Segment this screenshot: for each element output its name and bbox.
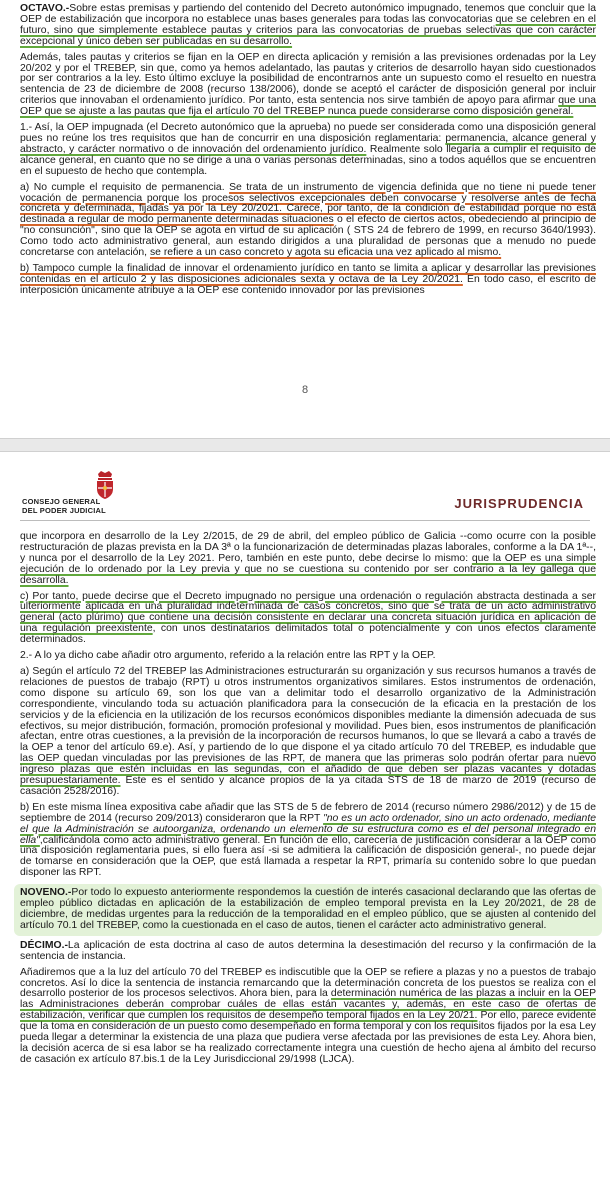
page-8-text xyxy=(20,4,596,302)
paragraph-octavo: OCTAVO.-Sobre estas premisas y partiendo del contenido del Decreto autonómico impugnado, tenemos que concluir que la OEP de estabilización que incorpora no establece unas bases generales para todas las convocatorias que se celebren en el futuro, sino que simplemente establece pautas y criterios para las convocatorias de pruebas selectivas que con carácter excepcional y único deben ser publicadas en su desarrollo. xyxy=(20,3,596,47)
paragraph: 2.- A lo ya dicho cabe añadir otro argumento, referido a la relación entre las RPT y la OEP. xyxy=(20,650,436,662)
org-name-line-1: CONSEJO GENERAL xyxy=(22,497,101,506)
section-title-decimo: DÉCIMO.- xyxy=(20,939,68,951)
paragraph: b) Tampoco cumple la finalidad de innovar el ordenamiento jurídico en tanto se limita a aplicar y desarrollar las previsiones contenidas en el artículo 2 y las disposiciones adicionales sexta y octava de la Ley 20/2021. En todo caso, el escrito de interposición únicamente atribuye a la OEP ese contenido innovador por las previsiones xyxy=(20,262,596,296)
paragraph: b) En este misma línea expositiva cabe añadir que las STS de 5 de febrero de 2014 (recurso número 2986/2012) y de 15 de septiembre de 2014 (recurso 209/2013) consideraron que la RPT "no es un acto ordenador, sino un acto ordenado, mediante el que la Administración se autoorganiza, ordenando un elemento de su estructura como es el del personal integrado en ella",calificándola como acto administrativo general. En función de ello, carecería de justificación considerar a la OEP como una disposición reglamentaria pues, si ello fuera así -si se admitiera la calificación de disposición general-, no puede dejar de tomarse en consideración que la OEP, que está llamada a respetar la RPT, primaría su contenido sobre lo que puedan disponer las RPT. xyxy=(20,801,596,879)
section-label: JURISPRUDENCIA xyxy=(454,496,584,511)
paragraph-decimo: DÉCIMO.-La aplicación de esta doctrina al caso de autos determina la desestimación del recurso y la confirmación de la sentencia de instancia. xyxy=(20,939,596,962)
paragraph: que incorpora en desarrollo de la Ley 2/2015, de 29 de abril, del empleo público de Galicia --como ocurre con la posible restructuración de plazas prevista en la DA 3ª o la funcionarización de determinadas plazas laborales, conforme a la DA 1ª--, y nunca por el desarrollo de la Ley 2021. Pero, también en este punto, debe decirse lo mismo: que la OEP es una simple ejecución de lo ordenado por la Ley previa y que no se cuestiona su contenido por ser contrario a la ley gallega que desarrolla. xyxy=(20,531,597,586)
section-title-octavo: OCTAVO.- xyxy=(20,3,70,14)
document-page-8 xyxy=(0,0,610,438)
paragraph-noveno-highlighted: NOVENO.-Por todo lo expuesto anteriormente respondemos la cuestión de interés casacional declarando que las ofertas de empleo público dictadas en aplicación de la estabilización de empleo temporal prevista en la Ley 20/2021, de 28 de diciembre, de medidas urgentes para la reducción de la temporalidad en el empleo público, que se ajusten al contenido del artículo 70.1 del TREBEP, como la cuestionada en el caso de autos, tienen el carácter acto administrativo general. xyxy=(14,884,602,936)
paragraph: a) Según el artículo 72 del TREBEP las Administraciones estructurarán su organización y sus recursos humanos a través de relaciones de puestos de trabajo (RPT) u otros instrumentos organizativos similares. Estos instrumentos de ordenación, como dispone su artículo 69, son los que van a delimitar todo el desarrollo organizativo de la Administración correspondiente, vinculando toda su actuación planificadora para la consecución de la eficacia en la prestación de los servicios y de la eficiencia en la utilización de los recursos económicos disponibles mediante la dimensión adecuada de sus efectivos, su mejor distribución, formación, promoción profesional y movilidad. Pues bien, esos instrumentos de planificación afectan, entre otras cuestiones, a la previsión de la incorporación de recursos humanos, lo que se llevará a cabo a través de la OEP a tenor del artículo 69.e). Así, y partiendo de lo que dispone el ya citado artículo 70 del TREBEP, es indudable que las OEP quedan vinculadas por las previsiones de las RPT, de manera que las primeras solo podrán ofertar para nuevo ingreso plazas que estén incluidas en las segundas, con el añadido de que deben ser plazas vacantes y dotadas presupuestariamente. Este es el sentido y alcance propios de la ya citada STS de 18 de marzo de 2019 (recurso de casación 2528/2016). xyxy=(20,665,596,797)
page-9-text xyxy=(20,532,596,1071)
crest-icon xyxy=(92,470,118,500)
header-divider xyxy=(20,520,590,521)
paragraph: Además, tales pautas y criterios se fijan en la OEP en directa aplicación y remisión a las previsiones ordenadas por la Ley 20/202 y por el TREBEP, sin que, como ya hemos adelantado, las pautas y criterios de desarrollo hayan sido cuestionados por ser contrarios a la ley. Esto último excluye la posibilidad de encontrarnos ante un supuesto como el resuelto en nuestra sentencia de 23 de diciembre de 2008 (recurso 138/2006), donde se aceptó el carácter de disposición general por incluir criterios que innovaban el ordenamiento jurídico. Por tanto, esta sentencia nos sirve también de apoyo para afirmar que una OEP que se ajuste a las pautas que fija el artículo 70 del TREBEP nunca puede considerarse como disposición general. xyxy=(20,51,597,118)
paragraph: Añadiremos que a la luz del artículo 70 del TREBEP es indiscutible que la OEP se refiere a plazas y no a puestos de trabajo concretos. Así lo dice la sentencia de instancia remarcando que la determinación concreta de los puestos se realiza con el desarrollo posterior de los procesos selectivos. Ahora bien, para la determinación numérica de las plazas a incluir en la OEP las Administraciones deberán comprobar cuáles de ellas están vacantes y, además, en este caso de ofertas de estabilización, verificar que cumplen los requisitos de desempeño temporal fijados en la Ley 20/21. Por ello, parece evidente que la toma en consideración de un puesto como desempeñado en forma temporal y con los requisitos fijados por la esa Ley pueda llegar a determinar la existencia de una plaza que pudiera verse afectada por las previsiones de esta Ley. Ahora bien, la decisión acerca de si esa labor se ha realizado correctamente integra una cuestión de hecho ajena al ámbito del recurso de casación ex artículo 87.bis.1 de la Ley Jurisdiccional 29/1998 (LJCA). xyxy=(20,966,597,1065)
org-name-line-2: DEL PODER JUDICIAL xyxy=(22,505,106,515)
paragraph: 1.- Así, la OEP impugnada (el Decreto autonómico que la aprueba) no puede ser considerada como una disposición general pues no reúne los tres requisitos que han de concurrir en una disposición reglamentaria: permanencia, alcance general y abstracto, y carácter normativo o de innovación del ordenamiento jurídico. Realmente solo llegaría a cumplir el requisito de alcance general, en cuanto que no se dirige a una o varias personas determinadas, sino a todos aquéllos que se encuentren en el supuesto de hecho que contempla. xyxy=(20,122,596,177)
paragraph: a) No cumple el requisito de permanencia. Se trata de un instrumento de vigencia definida que no tiene ni puede tener vocación de permanencia porque los procesos selectivos excepcionales deben convocarse y resolverse antes de fecha concreta y determinada, fijadas ya por la Ley 20/2021. Carece, por tanto, de la condición de estabilidad porque no está destinada a regular de modo permanente determinadas situaciones o el efecto de ciertos actos, obedeciendo al principio de "no consunción", sino que la OEP se agota en virtud de su aplicación ( STS 24 de febrero de 1999, en recurso 3640/1993). Como todo acto administrativo general, aun estando dirigidos a una pluralidad de personas que a menudo no puede concretarse con antelación, se refiere a un caso concreto y agota su eficacia una vez aplicado al mismo. xyxy=(20,181,596,259)
document-page-9 xyxy=(0,452,610,1200)
page-separator xyxy=(0,438,610,452)
paragraph: c) Por tanto, puede decirse que el Decreto impugnado no persigue una ordenación o regulación abstracta destinada a ser ulteriormente aplicada en una pluralidad indeterminada de casos concretos, sino que se trata de un acto administrativo general (acto plúrimo) que contiene una decisión consistente en declarar una concreta situación jurídica en aplicación de una regulación preexistente, con unos destinatarios delimitados total o potencialmente y con unos efectos claramente determinados. xyxy=(20,590,596,646)
page-header xyxy=(0,452,610,524)
cgpj-logo xyxy=(22,470,172,516)
page-number: 8 xyxy=(301,384,309,396)
section-title-noveno: NOVENO.- xyxy=(20,887,72,899)
